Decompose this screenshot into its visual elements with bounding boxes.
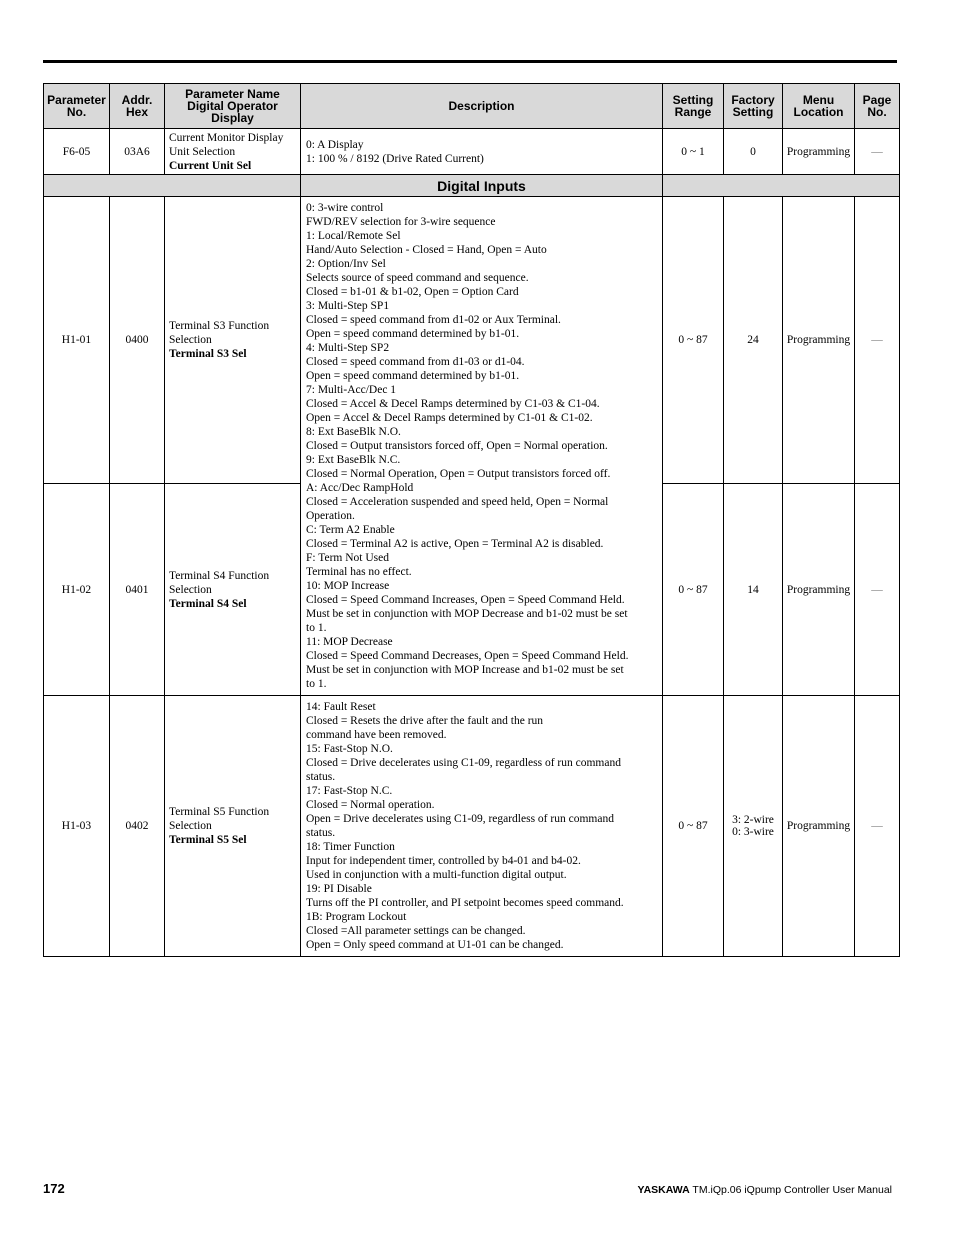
- page-no: —: [855, 129, 900, 175]
- table-header-row: [44, 84, 900, 129]
- description: 0: A Display 1: 100 % / 8192 (Drive Rated Current): [301, 129, 663, 175]
- factory-setting: 14: [724, 484, 783, 696]
- page-no: —: [855, 696, 900, 957]
- table-row-h1-03: [44, 696, 900, 957]
- section-title: Digital Inputs: [301, 175, 663, 197]
- addr-hex: 03A6: [110, 129, 165, 175]
- menu-location: Programming: [783, 484, 855, 696]
- section-row-digital-inputs: [44, 175, 900, 197]
- table-row-h1-01: [44, 197, 900, 484]
- addr-hex: 0401: [110, 484, 165, 696]
- description: 14: Fault Reset Closed = Resets the drive after the fault and the run command have been removed. 15: Fast-Stop N.O. Closed = Drive decelerates using C1-09, regardless of run command status. 17: Fast-Stop N.C. Closed = Normal operation. Open = Drive decelerates using C1-09, regardless of run command status. 18: Timer Function Input for independent timer, controlled by b4-01 and b4-02. Used in conjunction with a multi-function digital output. 19: PI Disable Turns off the PI controller, and PI setpoint becomes speed command. 1B: Program Lockout Closed =All parameter settings can be changed. Open = Only speed command at U1-01 can be changed.: [301, 696, 663, 957]
- menu-location: Programming: [783, 696, 855, 957]
- header-param-name: Parameter Name Digital Operator Display: [165, 84, 301, 129]
- section-right-fill: [663, 175, 900, 197]
- header-setting-range: Setting Range: [663, 84, 724, 129]
- menu-location: Programming: [783, 197, 855, 484]
- menu-location: Programming: [783, 129, 855, 175]
- factory-setting: 3: 2-wire 0: 3-wire: [724, 696, 783, 957]
- setting-range: 0 ~ 1: [663, 129, 724, 175]
- page-no: —: [855, 197, 900, 484]
- brand-name: YASKAWA: [637, 1184, 690, 1196]
- param-name: Terminal S4 Function Selection Terminal S4 Sel: [165, 484, 301, 696]
- addr-hex: 0402: [110, 696, 165, 957]
- manual-name: TM.iQp.06 iQpump Controller User Manual: [692, 1184, 892, 1196]
- table-row-f6-05: [44, 129, 900, 175]
- page-no: —: [855, 484, 900, 696]
- param-name: Current Monitor Display Unit Selection Current Unit Sel: [165, 129, 301, 175]
- param-name: Terminal S3 Function Selection Terminal S3 Sel: [165, 197, 301, 484]
- param-name: Terminal S5 Function Selection Terminal S5 Sel: [165, 696, 301, 957]
- param-no: H1-01: [44, 197, 110, 484]
- header-description: Description: [301, 84, 663, 129]
- param-no: H1-02: [44, 484, 110, 696]
- setting-range: 0 ~ 87: [663, 484, 724, 696]
- header-menu-location: Menu Location: [783, 84, 855, 129]
- header-param-no: Parameter No.: [44, 84, 110, 129]
- header-addr-hex: Addr. Hex: [110, 84, 165, 129]
- factory-setting: 0: [724, 129, 783, 175]
- section-left-fill: [44, 175, 301, 197]
- setting-range: 0 ~ 87: [663, 197, 724, 484]
- manual-title: [638, 1184, 892, 1196]
- parameter-table: [43, 83, 900, 957]
- page-number: 172: [43, 1181, 65, 1196]
- factory-setting: 24: [724, 197, 783, 484]
- param-no: H1-03: [44, 696, 110, 957]
- header-factory-setting: Factory Setting: [724, 84, 783, 129]
- param-no: F6-05: [44, 129, 110, 175]
- header-page-no: Page No.: [855, 84, 900, 129]
- addr-hex: 0400: [110, 197, 165, 484]
- setting-range: 0 ~ 87: [663, 696, 724, 957]
- top-rule: [43, 60, 897, 63]
- description-h1-01-h1-02: 0: 3-wire control FWD/REV selection for 3-wire sequence 1: Local/Remote Sel Hand/Auto Selection - Closed = Hand, Open = Auto 2: Option/Inv Sel Selects source of speed command and sequence. Closed = b1-01 & b1-02, Open = Option Card 3: Multi-Step SP1 Closed = speed command from d1-02 or Aux Terminal. Open = speed command determined by b1-01. 4: Multi-Step SP2 Closed = speed command from d1-03 or d1-04. Open = speed command determined by b1-01. 7: Multi-Acc/Dec 1 Closed = Accel & Decel Ramps determined by C1-03 & C1-04. Open = Accel & Decel Ramps determined by C1-01 & C1-02. 8: Ext BaseBlk N.O. Closed = Output transistors forced off, Open = Normal operation. 9: Ext BaseBlk N.C. Closed = Normal Operation, Open = Output transistors forced off. A: Acc/Dec RampHold Closed = Acceleration suspended and speed held, Open = Normal Operation. C: Term A2 Enable Closed = Terminal A2 is active, Open = Terminal A2 is disabled. F: Term Not Used Terminal has no effect. 10: MOP Increase Closed = Speed Command Increases, Open = Speed Command Held. Must be set in conjunction with MOP Decrease and b1-02 must be set to 1. 11: MOP Decrease Closed = Speed Command Decreases, Open = Speed Command Held. Must be set in conjunction with MOP Increase and b1-02 must be set to 1.: [301, 197, 663, 696]
